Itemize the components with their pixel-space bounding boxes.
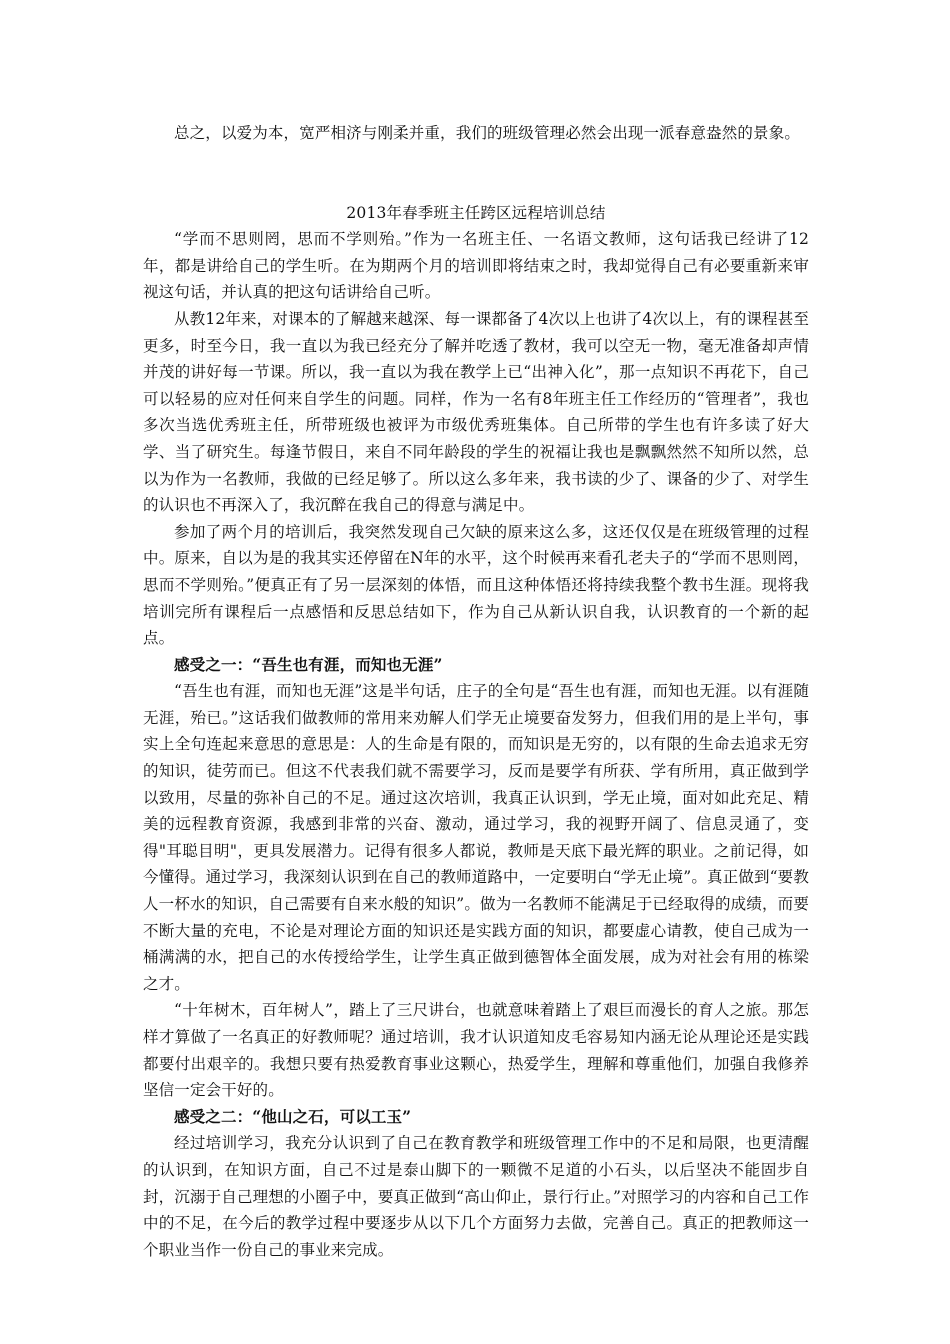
document-body xyxy=(143,120,809,1263)
paragraph: 参加了两个月的培训后，我突然发现自己欠缺的原来这么多，这还仅仅是在班级管理的过程中。原来，自以为是的我其实还停留在N年的水平，这个时候再来看孔老夫子的“学而不思则罔，思而不学则殆。”便真正有了另一层深刻的体悟，而且这种体悟还将持续我整个教书生涯。现将我培训完所有课程后一点感悟和反思总结如下，作为自己从新认识自我，认识教育的一个新的起点。 xyxy=(143,522,809,648)
document-title: 2013年春季班主任跨区远程培训总结 xyxy=(346,203,606,222)
paragraph: 从教12年来，对课本的了解越来越深、每一课都备了4次以上也讲了4次以上，有的课程甚至更多，时至今日，我一直以为我已经充分了解并吃透了教材，我可以空无一物，毫无准备却声情并茂的讲好每一节课。所以，我一直以为我在教学上已“出神入化”，那一点知识不再花下，自己可以轻易的应对任何来自学生的问题。同样，作为一名有8年班主任工作经历的“管理者”，我也多次当选优秀班主任，所带班级也被评为市级优秀班集体。自己所带的学生也有许多读了好大学、当了研究生。每逢节假日，来自不同年龄段的学生的祝福让我也是飘飘然然不知所以然，总以为作为一名教师，我做的已经足够了。所以这么多年来，我书读的少了、课备的少了、对学生的认识也不再深入了，我沉醉在我自己的得意与满足中。 xyxy=(143,309,809,515)
paragraph: 经过培训学习，我充分认识到了自己在教育教学和班级管理工作中的不足和局限，也更清醒的认识到，在知识方面，自己不过是泰山脚下的一颗微不足道的小石头，以后坚决不能固步自封，沉溺于自己理想的小圈子中，要真正做到“高山仰止，景行行止。”对照学习的内容和自己工作中的不足，在今后的教学过程中要逐步从以下几个方面努力去做，完善自己。真正的把教师这一个职业当作一份自己的事业来完成。 xyxy=(143,1134,809,1259)
section-heading-2: 感受之二：“他山之石，可以工玉” xyxy=(174,1106,412,1126)
section-heading-1: 感受之一：“吾生也有涯，而知也无涯” xyxy=(174,654,443,674)
paragraph: “学而不思则罔，思而不学则殆。”作为一名班主任、一名语文教师，这句话我已经讲了12年，都是讲给自己的学生听。在为期两个月的培训即将结束之时，我却觉得自己有必要重新来审视这句话，并认真的把这句话讲给自己听。 xyxy=(143,230,809,302)
paragraph: “十年树木，百年树人”，踏上了三尺讲台，也就意味着踏上了艰巨而漫长的育人之旅。那怎样才算做了一名真正的好教师呢？通过培训，我才认识道知皮毛容易知内涵无论从理论还是实践都要付出艰辛的。我想只要有热爱教育事业这颗心，热爱学生，理解和尊重他们，加强自我修养坚信一定会干好的。 xyxy=(143,1001,809,1100)
paragraph: “吾生也有涯，而知也无涯”这是半句话，庄子的全句是“吾生也有涯，而知也无涯。以有涯随无涯，殆已。”这话我们做教师的常用来劝解人们学无止境要奋发努力，但我们用的是上半句，事实上全句连起来意思的意思是：人的生命是有限的，而知识是无穷的，以有限的生命去追求无穷的知识，徒劳而已。但这不代表我们就不需要学习，反而是要学有所获、学有所用，真正做到学以致用，尽量的弥补自己的不足。通过这次培训，我真正认识到，学无止境，面对如此充足、精美的远程教育资源，我感到非常的兴奋、激动，通过学习，我的视野开阔了、信息灵通了，变得"耳聪目明"，更具发展潜力。记得有很多人都说，教师是天底下最光辉的职业。之前记得，如今懂得。通过学习，我深刻认识到在自己的教师道路中，一定要明白“学无止境”。真正做到“要教人一杯水的知识，自己需要有自来水般的知识”。做为一名教师不能满足于已经取得的成绩，而要不断大量的充电，不论是对理论方面的知识还是实践方面的知识，都要虚心请教，使自己成为一桶满满的水，把自己的水传授给学生，让学生真正做到德智体全面发展，成为对社会有用的栋梁之才。 xyxy=(143,682,809,993)
intro-paragraph: 总之，以爱为本，宽严相济与刚柔并重，我们的班级管理必然会出现一派春意盎然的景象。 xyxy=(174,124,801,142)
